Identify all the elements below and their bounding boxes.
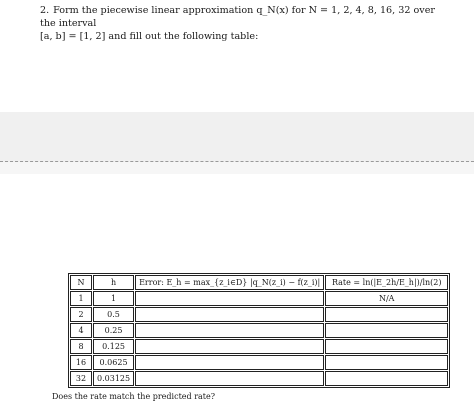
- cell-h: 0.125: [93, 339, 134, 354]
- cell-h: 0.5: [93, 307, 134, 322]
- header-h: h: [93, 275, 134, 290]
- answer-space-band: [0, 112, 474, 162]
- cell-h: 0.0625: [93, 355, 134, 370]
- cell-n: 2: [70, 307, 92, 322]
- cell-rate[interactable]: [325, 355, 448, 370]
- cell-error[interactable]: [135, 291, 324, 306]
- error-rate-table: [68, 273, 450, 388]
- cell-n: 4: [70, 323, 92, 338]
- cell-rate[interactable]: [325, 339, 448, 354]
- table-row: [70, 291, 448, 306]
- table-header-row: [70, 275, 448, 290]
- cell-error[interactable]: [135, 307, 324, 322]
- cell-error[interactable]: [135, 339, 324, 354]
- problem-statement: [40, 4, 450, 43]
- header-n: N: [70, 275, 92, 290]
- follow-up-question: Does the rate match the predicted rate?: [52, 392, 216, 401]
- table-row: [70, 355, 448, 370]
- table-row: [70, 323, 448, 338]
- cell-n: 16: [70, 355, 92, 370]
- problem-text-line-1: Form the piecewise linear approximation q_N(x) for N = 1, 2, 4, 8, 16, 32 over the interval: [40, 5, 435, 29]
- problem-text-line-2: [a, b] = [1, 2] and fill out the following table:: [40, 31, 259, 42]
- cell-n: 32: [70, 371, 92, 386]
- cell-h: 0.03125: [93, 371, 134, 386]
- cell-n: 1: [70, 291, 92, 306]
- header-error: Error: E_h = max_{z_i∈D} |q_N(z_i) − f(z_i)|: [135, 275, 324, 290]
- cell-h: 1: [93, 291, 134, 306]
- table-row: [70, 307, 448, 322]
- cell-n: 8: [70, 339, 92, 354]
- cell-rate[interactable]: [325, 323, 448, 338]
- cell-error[interactable]: [135, 371, 324, 386]
- table-row: [70, 339, 448, 354]
- header-rate: Rate = ln(|E_2h/E_h|)/ln(2): [325, 275, 448, 290]
- cell-error[interactable]: [135, 355, 324, 370]
- problem-number: 2.: [40, 5, 50, 16]
- table-row: [70, 371, 448, 386]
- problem-line-1: [40, 4, 450, 30]
- cell-error[interactable]: [135, 323, 324, 338]
- answer-space-band-lower: [0, 162, 474, 174]
- cell-rate[interactable]: [325, 371, 448, 386]
- dashed-divider: [0, 161, 474, 162]
- cell-h: 0.25: [93, 323, 134, 338]
- cell-rate: N/A: [325, 291, 448, 306]
- cell-rate[interactable]: [325, 307, 448, 322]
